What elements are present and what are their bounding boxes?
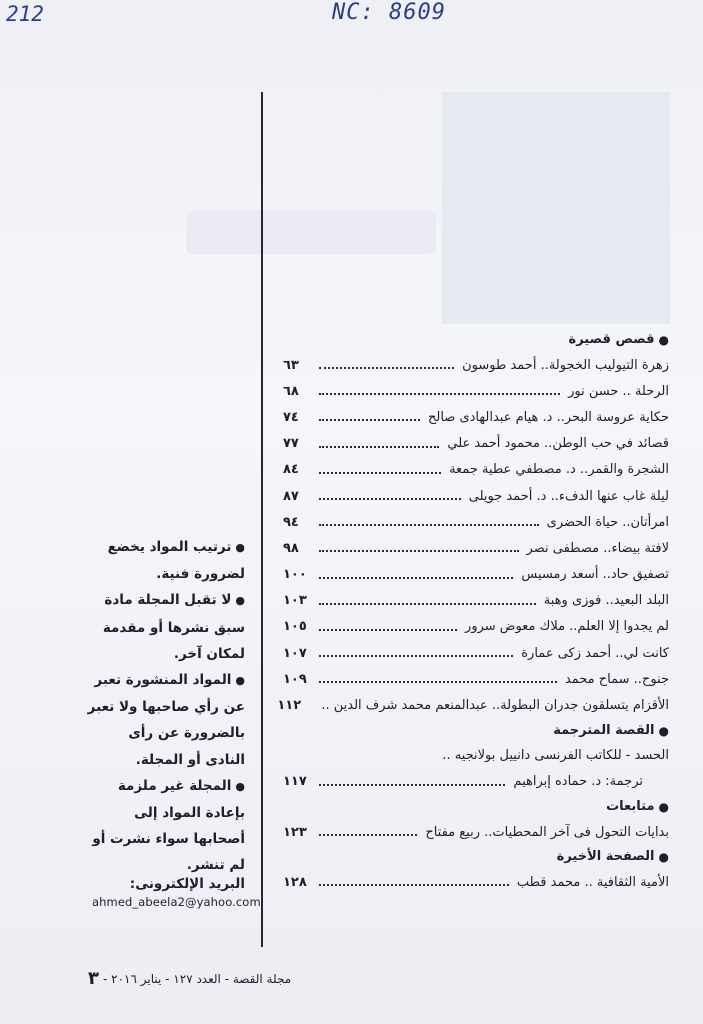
footer-issue-text: مجلة القصة - العدد ١٢٧ - يناير ٢٠١٦ -: [103, 971, 292, 986]
leader-dots: [319, 367, 454, 369]
toc-entry[interactable]: [283, 378, 669, 404]
editorial-notes: [85, 534, 245, 879]
leader-dots: [319, 577, 513, 579]
toc-entry[interactable]: [283, 352, 669, 378]
toc-entry-page: ٧٧: [283, 436, 299, 452]
page-number: ٣: [88, 968, 99, 989]
leader-dots: [319, 884, 509, 886]
toc-entry[interactable]: [283, 562, 669, 588]
note-item: ●ترتيب المواد يخضع لضرورة فنية.: [107, 539, 245, 583]
toc-entry-page: ١٠٩: [283, 671, 307, 687]
bullet-icon: ●: [235, 674, 245, 688]
table-of-contents: [277, 328, 669, 895]
toc-entry-page: ٩٤: [283, 514, 299, 530]
note-item: ●المجلة غير ملزمة بإعادة المواد إلى أصحابها سواء نشرت أو لم تنشر.: [92, 777, 245, 874]
bullet-icon: ●: [235, 541, 245, 554]
toc-section-heading: ● القصة المترجمة: [283, 719, 669, 743]
leader-dots: [319, 629, 457, 631]
toc-entry-title: زهرة التيوليب الخجولة.. أحمد طوسون: [462, 357, 669, 373]
toc-entry-title: الشجرة والقمر.. د. مصطفي عطية جمعة: [449, 462, 669, 478]
toc-entry[interactable]: [283, 743, 669, 769]
page-footer: [88, 968, 291, 989]
leader-dots: [319, 834, 417, 836]
column-divider: [261, 92, 263, 947]
bleed-through-photo: [442, 92, 670, 324]
leader-dots: [319, 784, 505, 786]
toc-entry-title: ترجمة: د. حماده إبراهيم: [513, 774, 643, 790]
email-label: البريد الإلكترونى:: [129, 876, 245, 892]
leader-dots: [319, 655, 513, 657]
email-address-link[interactable]: ahmed_abeela2@yahoo.com: [92, 895, 261, 909]
toc-entry-page: ١١٢: [277, 698, 302, 714]
toc-entry-page: ٧٤: [283, 409, 299, 425]
toc-entry-title: كانت لي.. أحمد زكى عمارة: [521, 645, 669, 661]
toc-entry-page: ١١٧: [283, 774, 307, 790]
toc-entry[interactable]: [277, 692, 669, 718]
toc-entry[interactable]: [283, 640, 669, 666]
bullet-icon: ●: [658, 723, 669, 738]
toc-entry[interactable]: [283, 483, 669, 509]
leader-dots: [319, 681, 557, 683]
toc-entry[interactable]: [283, 614, 669, 640]
bullet-icon: ●: [235, 594, 245, 608]
bullet-icon: ●: [658, 333, 669, 347]
toc-entry[interactable]: [283, 431, 669, 457]
toc-entry[interactable]: [283, 769, 669, 795]
toc-entry-title: الرحلة .. حسن نور: [568, 383, 669, 399]
toc-entry-title: ليلة غاب عنها الدفء.. د. أحمد جويلى: [468, 488, 669, 504]
toc-entry-title: البلد البعيد.. فوزى وهبة: [543, 593, 669, 609]
toc-entry-title: لافتة بيضاء.. مصطفى نصر: [526, 540, 669, 556]
bullet-icon: ●: [235, 779, 245, 793]
toc-entry[interactable]: [283, 457, 669, 483]
toc-section-heading: ● متابعات: [283, 795, 669, 819]
toc-entry[interactable]: [283, 588, 669, 614]
leader-dots: [319, 419, 420, 421]
toc-entry-title: الأقزام يتسلقون جدران البطولة.. عبدالمنعم محمد شرف الدين ..: [321, 698, 669, 714]
toc-entry-page: ١٠٥: [283, 619, 307, 635]
toc-entry-title: امرأتان.. حياة الحضرى: [546, 514, 669, 530]
toc-section-heading: ● الصفحة الأخيرة: [283, 845, 669, 869]
toc-entry-page: ١٠٣: [283, 593, 307, 609]
toc-entry-page: ٦٣: [283, 357, 299, 373]
toc-entry-page: ١٠٠: [283, 567, 307, 583]
leader-dots: [319, 524, 539, 526]
toc-entry-title: جنوح.. سماح محمد: [564, 671, 669, 687]
toc-entry[interactable]: [283, 819, 669, 845]
toc-entry-title: حكاية عروسة البحر.. د. هيام عبدالهادى صالح: [427, 409, 669, 425]
handwritten-page-mark: 212: [6, 2, 44, 26]
bullet-icon: ●: [658, 850, 669, 865]
toc-entry-title: لم يجدوا إلا العلم.. ملاك معوض سرور: [465, 619, 669, 635]
toc-entry-title: الحسد - للكاتب الفرنسى دانييل بولانجيه ..: [442, 748, 669, 764]
leader-dots: [319, 446, 439, 448]
handwritten-catalog-number: NC: 8609: [332, 0, 446, 25]
toc-entry-title: تصفيق حاد.. أسعد رمسيس: [521, 567, 669, 583]
note-item: ●لا تقبل المجلة مادة سبق نشرها أو مقدمة لمكان آخر.: [102, 592, 245, 662]
toc-entry[interactable]: [283, 404, 669, 430]
leader-dots: [319, 472, 441, 474]
note-item: ●المواد المنشورة تعبر عن رأي صاحبها ولا تعبر بالضرورة عن رأى النادى أو المجلة.: [87, 672, 245, 768]
bullet-icon: ●: [658, 800, 669, 814]
toc-entry-page: ١٢٣: [283, 824, 307, 840]
toc-entry-page: ١٢٨: [283, 874, 307, 890]
toc-entry-page: ٩٨: [283, 540, 299, 556]
leader-dots: [319, 498, 461, 500]
leader-dots: [319, 550, 519, 552]
toc-entry[interactable]: [283, 509, 669, 535]
toc-entry-page: ١٠٧: [283, 645, 307, 661]
toc-entry-page: ٦٨: [283, 383, 299, 399]
toc-entry-title: الأمية الثقافية .. محمد قطب: [516, 874, 669, 890]
toc-entry[interactable]: [283, 666, 669, 692]
toc-entry-page: ٨٧: [283, 488, 299, 504]
leader-dots: [319, 393, 560, 395]
toc-entry[interactable]: [283, 535, 669, 561]
toc-entry[interactable]: [283, 869, 669, 895]
bleed-through-heading: [186, 210, 436, 254]
leader-dots: [319, 603, 536, 605]
toc-entry-title: قصائد في حب الوطن.. محمود أحمد علي: [447, 436, 669, 452]
toc-entry-page: ٨٤: [283, 462, 299, 478]
toc-section-heading: ● قصص قصيرة: [283, 328, 669, 352]
toc-entry-title: بدايات التحول فى آخر المحطيات.. ربيع مفتاح: [425, 824, 669, 840]
